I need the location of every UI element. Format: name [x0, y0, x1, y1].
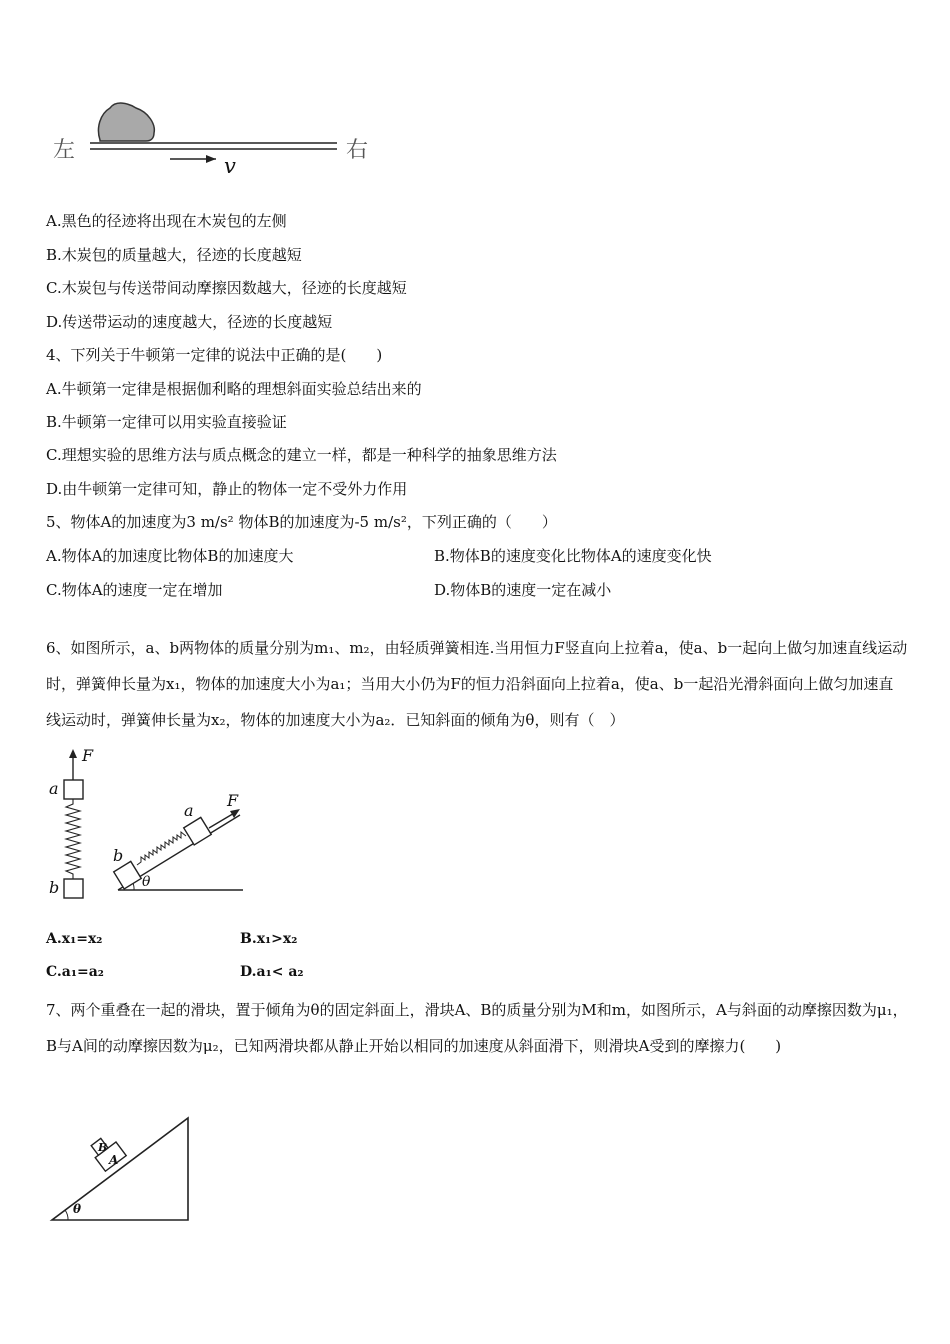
q3-option-a: A.黑色的径迹将出现在木炭包的左侧: [46, 212, 287, 230]
fig6-label-theta: θ: [142, 874, 151, 890]
q4-option-b: B.牛顿第一定律可以用实验直接验证: [46, 413, 287, 431]
fig7-label-A: A: [109, 1153, 119, 1167]
q6-option-b: B.x₁>x₂: [240, 931, 298, 947]
q6-stem: 6、如图所示，a、b两物体的质量分别为m₁、m₂，由轻质弹簧相连.当用恒力F竖直向上拉着a，使a、b一起向上做匀加速直线运动时，弹簧伸长量为x₁，物体的加速度大小为a₁；当用大小仍为F的恒力沿斜面向上拉着a，使a、b一起沿光滑斜面向上做匀加速直线运动时，弹簧伸长量为x₂，物体的加速度大小为a₂．已知斜面的倾角为θ，则有（ ）: [46, 639, 908, 729]
q6-option-d: D.a₁< a₂: [240, 964, 304, 980]
fig6-label-a-incline: a: [184, 801, 194, 820]
fig7-label-B: B: [98, 1141, 108, 1154]
q7-stem: 7、两个重叠在一起的滑块，置于倾角为θ的固定斜面上，滑块A、B的质量分别为M和m，如图所示，A与斜面的动摩擦因数为μ₁，B与A间的动摩擦因数为μ₂，已知两滑块都从静止开始以相同的加速度从斜面滑下，则滑块A受到的摩擦力( ): [46, 1001, 908, 1055]
q4-option-d: D.由牛顿第一定律可知，静止的物体一定不受外力作用: [46, 480, 408, 498]
fig6-label-a: a: [49, 779, 59, 798]
fig7-label-theta: θ: [73, 1202, 82, 1216]
q5-stem: 5、物体A的加速度为3 m/s² 物体B的加速度为-5 m/s²，下列正确的（ ）: [46, 513, 557, 531]
q5-option-b: B.物体B的速度变化比物体A的速度变化快: [434, 547, 712, 565]
q6-option-a: A.x₁=x₂: [46, 931, 103, 947]
q3-option-b: B.木炭包的质量越大，径迹的长度越短: [46, 246, 302, 264]
q3-option-d: D.传送带运动的速度越大，径迹的长度越短: [46, 313, 333, 331]
fig1-right-label: 右: [346, 138, 369, 163]
fig1-velocity-label: v: [224, 154, 236, 178]
q5-option-d: D.物体B的速度一定在减小: [434, 581, 612, 599]
fig6-label-F: F: [82, 746, 94, 765]
fig6-label-b-incline: b: [113, 846, 124, 865]
fig1-left-label: 左: [53, 138, 76, 163]
q4-option-c: C.理想实验的思维方法与质点概念的建立一样，都是一种科学的抽象思维方法: [46, 446, 557, 464]
q3-option-c: C.木炭包与传送带间动摩擦因数越大，径迹的长度越短: [46, 279, 407, 297]
q6-option-c: C.a₁=a₂: [46, 964, 104, 980]
q4-option-a: A.牛顿第一定律是根据伽利略的理想斜面实验总结出来的: [46, 380, 422, 398]
q5-option-c: C.物体A的速度一定在增加: [46, 581, 223, 599]
q5-option-a: A.物体A的加速度比物体B的加速度大: [46, 547, 294, 565]
fig6-label-F-incline: F: [227, 791, 239, 810]
q4-stem: 4、下列关于牛顿第一定律的说法中正确的是( ): [46, 346, 383, 364]
fig6-label-b: b: [49, 878, 60, 897]
